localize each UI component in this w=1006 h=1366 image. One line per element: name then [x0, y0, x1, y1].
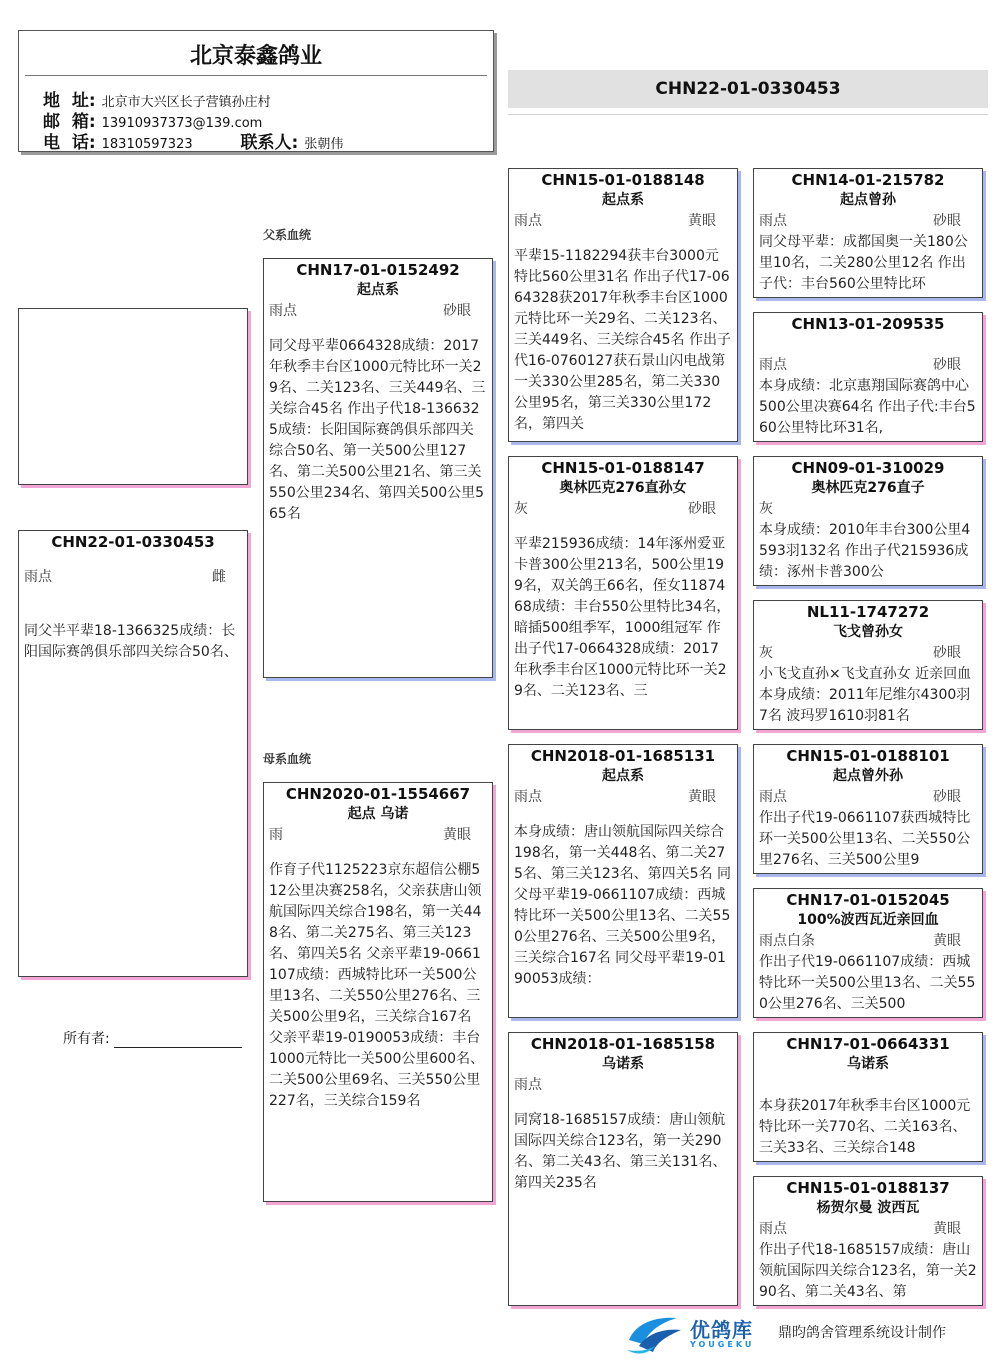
grandparent-ring: CHN15-01-0188148	[541, 171, 705, 189]
grandparent-strain: 奥林匹克276直孙女	[559, 480, 687, 496]
great-grandparent-card	[753, 168, 983, 298]
dam-eye: 黄眼	[443, 827, 471, 843]
great-grandparent-eye: 砂眼	[933, 789, 961, 805]
grandparent-ring: CHN2018-01-1685158	[530, 1035, 716, 1053]
phone-row	[43, 128, 343, 153]
great-grandparent-ring: CHN13-01-209535	[791, 315, 945, 333]
grandparent-color: 雨点	[514, 1077, 542, 1093]
great-grandparent-ring: NL11-1747272	[806, 603, 930, 621]
grandparent-color: 雨点	[514, 213, 542, 229]
great-grandparent-desc: 作出子代19-0661107成绩：西城特比环一关500公里13名、二关550公里276名、三关500	[759, 954, 976, 1012]
grandparent-card	[508, 456, 738, 730]
breeder-info-box	[18, 30, 494, 152]
great-grandparent-ring: CHN15-01-0188101	[786, 747, 950, 765]
sire-strain: 起点系	[357, 282, 399, 298]
great-grandparent-card	[753, 1032, 983, 1162]
great-grandparent-color: 雨点	[759, 357, 787, 373]
sire-color: 雨点	[269, 303, 297, 319]
phone-label: 电 话:	[43, 133, 96, 153]
great-grandparent-ring: CHN09-01-310029	[791, 459, 945, 477]
subject-desc: 同父半平辈18-1366325成绩：长阳国际赛鸽俱乐部四关综合50名、	[24, 623, 238, 660]
grandparent-ring: CHN2018-01-1685131	[530, 747, 716, 765]
subject-ring: CHN22-01-0330453	[51, 533, 215, 551]
grandparent-eye: 砂眼	[688, 501, 716, 517]
great-grandparent-desc: 作出子代18-1685157成绩：唐山领航国际四关综合123名，第一关290名、第二关43名、第	[759, 1242, 977, 1300]
grandparent-card	[508, 1032, 738, 1306]
pigeon-photo-frame	[18, 308, 248, 485]
owner-line	[114, 1033, 242, 1048]
grandparent-strain: 乌诺系	[602, 1056, 644, 1072]
contact-label: 联系人:	[240, 133, 299, 153]
subject-attrs	[24, 566, 242, 588]
subject-sex: 雌	[212, 569, 226, 585]
great-grandparent-desc: 本身成绩：北京惠翔国际赛鸽中心500公里决赛64名 作出子代:丰台560公里特比环31名,	[759, 378, 976, 436]
great-grandparent-ring: CHN14-01-215782	[791, 171, 945, 189]
great-grandparent-strain	[754, 334, 982, 354]
great-grandparent-desc: 同父母平辈：成都国奥一关180公里10名，二关280公里12名 作出子代：丰台560公里特比环	[759, 234, 968, 292]
dam-attrs	[269, 824, 487, 846]
grandparent-ring: CHN15-01-0188147	[541, 459, 705, 477]
main-ring-number: CHN22-01-0330453	[655, 79, 841, 99]
great-grandparent-strain: 起点曾外孙	[833, 768, 903, 784]
great-grandparent-eye: 砂眼	[933, 213, 961, 229]
breeder-name: 北京泰鑫鸽业	[189, 44, 322, 69]
great-grandparent-color: 雨点	[759, 1221, 787, 1237]
dam-color: 雨	[269, 827, 283, 843]
great-grandparent-color: 灰	[759, 645, 773, 661]
email-value: 13910937373@139.com	[101, 116, 263, 131]
great-grandparent-ring: CHN17-01-0664331	[786, 1035, 950, 1053]
owner-label: 所有者:	[63, 1031, 110, 1047]
header-divider	[25, 75, 487, 76]
great-grandparent-strain: 杨贺尔曼 波西瓦	[816, 1200, 920, 1216]
great-grandparent-ring: CHN15-01-0188137	[786, 1179, 950, 1197]
dam-ring: CHN2020-01-1554667	[285, 785, 471, 803]
footer-credit: 鼎昀鸽舍管理系统设计制作	[778, 1325, 946, 1341]
sire-attrs	[269, 300, 487, 322]
great-grandparent-color: 雨点	[759, 213, 787, 229]
great-grandparent-eye: 砂眼	[933, 357, 961, 373]
sire-eye: 砂眼	[443, 303, 471, 319]
grandparent-card	[508, 168, 738, 442]
great-grandparent-card	[753, 312, 983, 442]
great-grandparent-desc: 作出子代19-0661107获西城特比环一关500公里13名、二关550公里276名、三关500公里9	[759, 810, 971, 868]
great-grandparent-eye: 黄眼	[933, 933, 961, 949]
main-ring-underline	[508, 114, 988, 115]
subject-card	[18, 530, 248, 977]
great-grandparent-strain: 乌诺系	[847, 1056, 889, 1072]
great-grandparent-color: 雨点白条	[759, 933, 815, 949]
dam-strain: 起点 乌诺	[347, 806, 409, 822]
brand-name-en: YOUGEKU	[690, 1340, 755, 1349]
grandparent-card	[508, 744, 738, 1018]
grandparent-eye: 黄眼	[688, 213, 716, 229]
sire-card	[263, 258, 493, 678]
brand-name: 优鸽库	[690, 1318, 753, 1342]
dam-desc: 作育子代1125223京东超信公棚512公里决赛258名，父亲获唐山领航国际四关综合198名，第一关448名、第二关275名、第三关123名、第四关5名 父亲平辈19-0661107成绩：西城特比环一关500公里13名、二关550公里276名、三关500公里9名，三关综合167名 父亲平辈19-0190053成绩：丰台1000元特比一关500公里600名、二关500公里69名、三关550公里227名，三关综合159名	[269, 862, 485, 1109]
great-grandparent-desc: 小飞戈直孙×飞戈直孙女 近亲回血 本身成绩：2011年尼维尔4300羽7名 波玛罗1610羽81名	[759, 666, 972, 724]
sire-desc: 同父母平辈0664328成绩：2017年秋季丰台区1000元特比环一关29名、二关123名、三关449名、三关综合45名 作出子代18-1366325成绩：长阳国际赛鸽俱乐部四关综合50名、第一关500公里127名、第二关500公里21名、第三关550公里234名、第四关500公里565名	[269, 338, 486, 522]
grandparent-desc: 本身成绩：唐山领航国际四关综合198名，第一关448名、第二关275名、第三关123名、第四关5名 同父母平辈19-0661107成绩：西城特比环一关500公里13名、二关550公里276名、三关500公里9名，三关综合167名 同父母平辈19-0190053成绩：	[514, 824, 731, 987]
great-grandparent-desc: 本身成绩：2010年丰台300公里4593羽132名 作出子代215936成绩：涿州卡普300公	[759, 522, 971, 580]
grandparent-desc: 平辈15-1182294获丰台3000元特比560公里31名 作出子代17-0664328获2017年秋季丰台区1000元特比环一关29名、二关123名、三关449名、三关综合45名 作出子代16-0760127获石景山闪电战第一关330公里285名，第二关330公里95名，第三关330公里172名，第四关	[514, 248, 731, 432]
great-grandparent-strain: 飞戈曾孙女	[833, 624, 903, 640]
dam-card	[263, 782, 493, 1202]
great-grandparent-card	[753, 600, 983, 730]
grandparent-color: 雨点	[514, 789, 542, 805]
email-label: 邮 箱:	[43, 112, 96, 132]
address-label: 地 址:	[43, 91, 96, 111]
phone-value: 18310597323	[101, 137, 193, 152]
great-grandparent-color: 雨点	[759, 789, 787, 805]
great-grandparent-card	[753, 888, 983, 1018]
great-grandparent-card	[753, 1176, 983, 1306]
sire-line-label: 父系血统	[263, 228, 312, 242]
subject-color: 雨点	[24, 569, 52, 585]
sire-ring: CHN17-01-0152492	[296, 261, 460, 279]
great-grandparent-card	[753, 456, 983, 586]
great-grandparent-strain: 起点曾孙	[840, 192, 896, 208]
great-grandparent-color: 灰	[759, 501, 773, 517]
address-value: 北京市大兴区长子营镇孙庄村	[101, 95, 271, 110]
dam-line-label: 母系血统	[263, 752, 312, 766]
yougeku-logo-icon	[625, 1310, 685, 1356]
great-grandparent-eye: 黄眼	[933, 1221, 961, 1237]
main-ring-bar	[508, 70, 988, 108]
great-grandparent-desc: 本身获2017年秋季丰台区1000元特比环一关770名、二关163名、三关33名、三关综合148	[759, 1098, 971, 1156]
grandparent-strain: 起点系	[602, 192, 644, 208]
grandparent-strain: 起点系	[602, 768, 644, 784]
great-grandparent-strain: 奥林匹克276直子	[811, 480, 925, 496]
grandparent-eye: 黄眼	[688, 789, 716, 805]
great-grandparent-eye: 砂眼	[933, 645, 961, 661]
grandparent-desc: 平辈215936成绩：14年涿州爱亚卡普300公里213名，500公里199名，双关鸽王66名，侄女1187468成绩：丰台550公里特比34名，暗插500组季军，1000组冠军 作出子代17-0664328成绩：2017年秋季丰台区1000元特比环一关29名、二关123名、三	[514, 536, 731, 699]
great-grandparent-card	[753, 744, 983, 874]
contact-value: 张朝伟	[304, 137, 344, 152]
great-grandparent-ring: CHN17-01-0152045	[786, 891, 950, 909]
grandparent-desc: 同窝18-1685157成绩：唐山领航国际四关综合123名，第一关290名、第二关43名、第三关131名、第四关235名	[514, 1112, 727, 1191]
owner-field	[63, 1028, 242, 1048]
great-grandparent-strain: 100%波西瓦近亲回血	[797, 912, 939, 928]
grandparent-color: 灰	[514, 501, 528, 517]
